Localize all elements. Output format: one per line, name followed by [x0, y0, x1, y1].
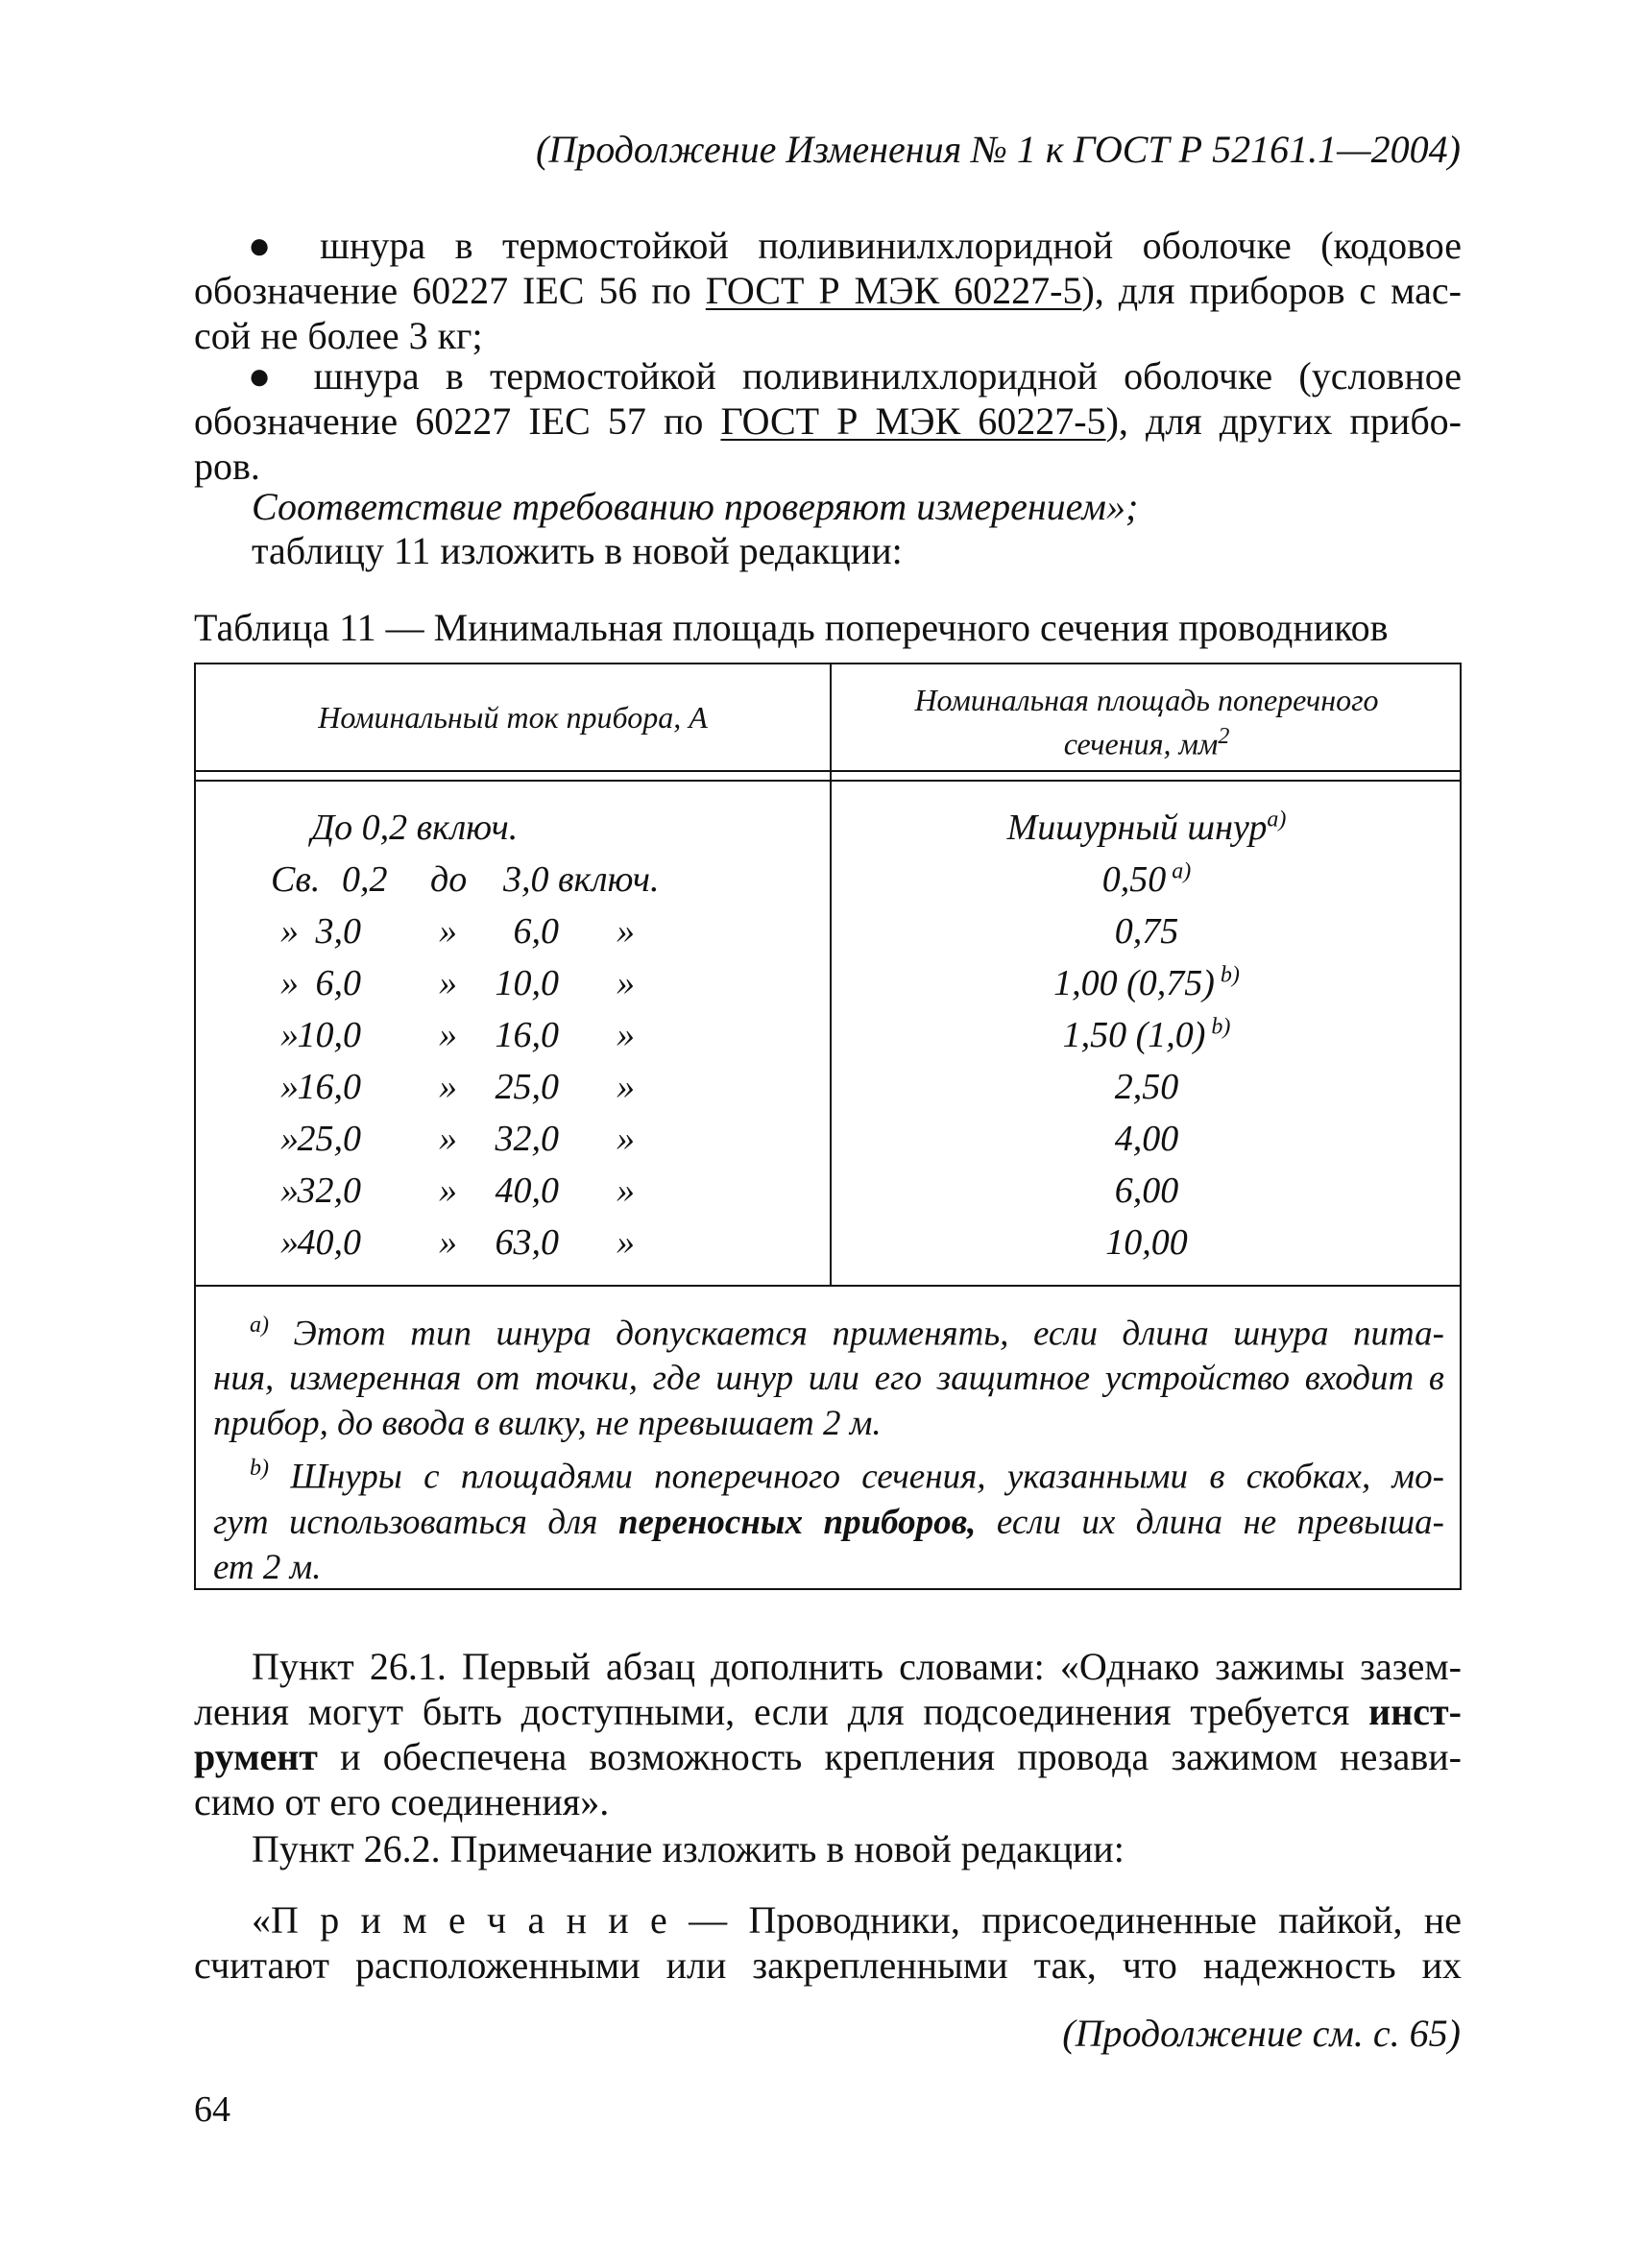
- note-label: «П р и м е ч а н и е: [252, 1898, 667, 1942]
- gost-link-1[interactable]: ГОСТ Р МЭК 60227-5: [705, 269, 1082, 312]
- range-row-3: [196, 910, 830, 958]
- ditto-mark: »: [617, 1170, 635, 1211]
- col-header-area-sup: 2: [1218, 724, 1230, 749]
- range-row-9: [196, 1221, 830, 1269]
- notes-rule: [196, 1285, 1460, 1287]
- table-notes: [213, 1303, 1444, 1590]
- page-number: 64: [194, 2089, 230, 2130]
- p261-line-4: симо от его соединения».: [194, 1780, 610, 1823]
- header-rule-2: [196, 780, 1460, 782]
- note-a-line-2: ния, измеренная от точки, где шнур или его защитное устройство входит в: [213, 1359, 1444, 1399]
- note-b-line-1: [213, 1446, 1444, 1499]
- bullet-1-text-end: ), для приборов с мас-: [1081, 269, 1462, 312]
- bullet-item-1: [194, 223, 1462, 358]
- table-11: [194, 663, 1462, 1590]
- range-row-4: [196, 962, 830, 1010]
- ditto-mark: »: [439, 911, 457, 952]
- ditto-mark: »: [280, 1222, 299, 1263]
- note-a-text: Этот тип шнура допускается применять, если длина шнура пита-: [269, 1314, 1444, 1354]
- range-from: 6,0: [315, 963, 361, 1003]
- ditto-mark: »: [280, 963, 299, 1003]
- area-value: 10,00: [1105, 1222, 1188, 1263]
- ditto-mark: »: [280, 911, 299, 952]
- col-header-current: Номинальный ток прибора, А: [318, 700, 708, 735]
- footnote-ref: b): [1214, 962, 1240, 988]
- p261-line-2: [194, 1689, 1462, 1734]
- note-a-line-3: прибор, до ввода в вилку, не превышает 2 м.: [213, 1404, 882, 1444]
- range-mid: до: [430, 859, 468, 900]
- range-from: 40,0: [297, 1222, 361, 1263]
- p261-text: ления могут быть доступными, если для подсоединения требуется: [194, 1690, 1369, 1733]
- area-value: 0,50: [1101, 859, 1167, 900]
- ditto-mark: »: [439, 963, 457, 1003]
- area-cell: [832, 962, 1462, 1004]
- note-b-text: гут использоваться для: [213, 1502, 618, 1542]
- note-b-bold-term: переносных приборов,: [617, 1502, 977, 1542]
- note-a-line-1: [213, 1303, 1444, 1356]
- note-line-1: [194, 1897, 1462, 1942]
- ditto-mark: »: [617, 963, 635, 1003]
- range-prefix: Св.: [271, 859, 321, 900]
- note-b-line-3: ет 2 м.: [213, 1547, 322, 1587]
- note-line-2: считают расположенными или закрепленными так, что надежность их: [194, 1943, 1462, 1987]
- table-intro-text: таблицу 11 изложить в новой редакции:: [252, 529, 903, 572]
- note-text: — Проводники, присоединенные пайкой, не: [666, 1898, 1463, 1942]
- bullet-1-line-1: ● шнура в термостойкой поливинилхлоридной оболочке (кодовое: [248, 224, 1462, 267]
- range-to: 25,0: [495, 1067, 559, 1107]
- p261-bold-term: инст-: [1368, 1690, 1462, 1733]
- range-row-2: [196, 858, 830, 906]
- area-cell: [832, 858, 1462, 901]
- area-cell: [832, 807, 1462, 849]
- area-value: 4,00: [1114, 1119, 1179, 1159]
- range-to: 63,0: [495, 1222, 559, 1263]
- col-header-area-line-1: Номинальная площадь поперечного: [914, 683, 1379, 717]
- bullet-2-text: обозначение 60227 IEC 57 по: [194, 399, 721, 443]
- bullet-1-text: обозначение 60227 IEC 56 по: [194, 269, 706, 312]
- range-row-7: [196, 1118, 830, 1166]
- area-cell: [832, 1170, 1462, 1212]
- paragraph-26-1: [194, 1644, 1462, 1824]
- bullet-2-line-2: [194, 398, 1462, 444]
- range-row-8: [196, 1170, 830, 1218]
- ditto-mark: »: [439, 1067, 457, 1107]
- range-from: 16,0: [297, 1067, 361, 1107]
- bullet-item-2: [194, 353, 1462, 489]
- area-value: 6,00: [1114, 1170, 1179, 1211]
- ditto-mark: »: [617, 1119, 635, 1159]
- paragraph-26-2: Пункт 26.2. Примечание изложить в новой редакции:: [252, 1827, 1125, 1870]
- continuation-note: (Продолжение см. с. 65): [1062, 2012, 1461, 2055]
- bullet-1-line-2: [194, 268, 1462, 313]
- bullet-2-line-1: ● шнура в термостойкой поливинилхлоридной оболочке (условное: [248, 354, 1462, 398]
- bullet-1-line-3: сой не более 3 кг;: [194, 314, 483, 357]
- range-row-1: До 0,2 включ.: [311, 808, 519, 848]
- area-cell: [832, 1118, 1462, 1160]
- range-from: 3,0: [315, 911, 361, 952]
- range-from: 10,0: [297, 1015, 361, 1055]
- compliance-text: Соответствие требованию проверяют измерением»;: [252, 485, 1139, 528]
- footnote-ref: b): [1205, 1014, 1231, 1040]
- p261-line-1: Пункт 26.1. Первый абзац дополнить словами: «Однако зажимы зазем-: [252, 1645, 1462, 1688]
- range-to: 10,0: [495, 963, 559, 1003]
- range-to: 3,0 включ.: [503, 859, 660, 900]
- range-row-5: [196, 1014, 830, 1062]
- footnote-marker-b: b): [250, 1456, 269, 1482]
- range-to: 40,0: [495, 1170, 559, 1211]
- ditto-mark: »: [617, 1222, 635, 1263]
- footnote-ref: a): [1166, 858, 1192, 884]
- ditto-mark: »: [439, 1170, 457, 1211]
- ditto-mark: »: [280, 1119, 299, 1159]
- bullet-2-line-3: ров.: [194, 445, 260, 488]
- area-cell: [832, 1014, 1462, 1056]
- range-row-6: [196, 1066, 830, 1114]
- ditto-mark: »: [280, 1015, 299, 1055]
- page-header: (Продолжение Изменения № 1 к ГОСТ Р 52161.1—2004): [536, 128, 1461, 171]
- note-b-line-2: [213, 1500, 1444, 1545]
- area-value: Мишурный шнур: [1006, 808, 1268, 848]
- bullet-2-text-end: ), для других прибо-: [1105, 399, 1462, 443]
- p261-bold-term-end: румент: [194, 1735, 318, 1778]
- area-value: 2,50: [1114, 1067, 1179, 1107]
- col-header-area-line-2: [832, 718, 1462, 762]
- ditto-mark: »: [439, 1119, 457, 1159]
- ditto-mark: »: [439, 1015, 457, 1055]
- note-b-text-end: если их длина не превыша-: [976, 1502, 1444, 1542]
- area-value: 0,75: [1114, 911, 1179, 952]
- table-caption: Таблица 11 — Минимальная площадь поперечного сечения проводников: [194, 606, 1389, 649]
- area-cell: [832, 1066, 1462, 1108]
- area-value: 1,00 (0,75): [1053, 963, 1215, 1003]
- footnote-marker-a: a): [250, 1313, 269, 1338]
- area-cell: [832, 1221, 1462, 1264]
- header-rule-1: [196, 770, 1460, 772]
- ditto-mark: »: [617, 1067, 635, 1107]
- area-value: 1,50 (1,0): [1062, 1015, 1206, 1055]
- range-from: 32,0: [297, 1170, 361, 1211]
- ditto-mark: »: [280, 1170, 299, 1211]
- gost-link-2[interactable]: ГОСТ Р МЭК 60227-5: [720, 399, 1106, 443]
- range-to: 6,0: [513, 911, 559, 952]
- area-cell: [832, 910, 1462, 953]
- footnote-ref: a): [1267, 807, 1287, 832]
- col-header-area: [832, 682, 1462, 762]
- range-to: 32,0: [495, 1119, 559, 1159]
- ditto-mark: »: [617, 911, 635, 952]
- note-paragraph: [194, 1897, 1462, 1988]
- col-header-area-text: сечения, мм: [1063, 726, 1219, 761]
- ditto-mark: »: [280, 1067, 299, 1107]
- range-from: 25,0: [297, 1119, 361, 1159]
- p261-text: и обеспечена возможность крепления провода зажимом незави-: [317, 1735, 1462, 1778]
- note-b-text: Шнуры с площадями поперечного сечения, указанными в скобках, мо-: [269, 1457, 1444, 1497]
- ditto-mark: »: [439, 1222, 457, 1263]
- range-from: 0,2: [342, 859, 388, 900]
- range-to: 16,0: [495, 1015, 559, 1055]
- ditto-mark: »: [617, 1015, 635, 1055]
- p261-line-3: [194, 1734, 1462, 1779]
